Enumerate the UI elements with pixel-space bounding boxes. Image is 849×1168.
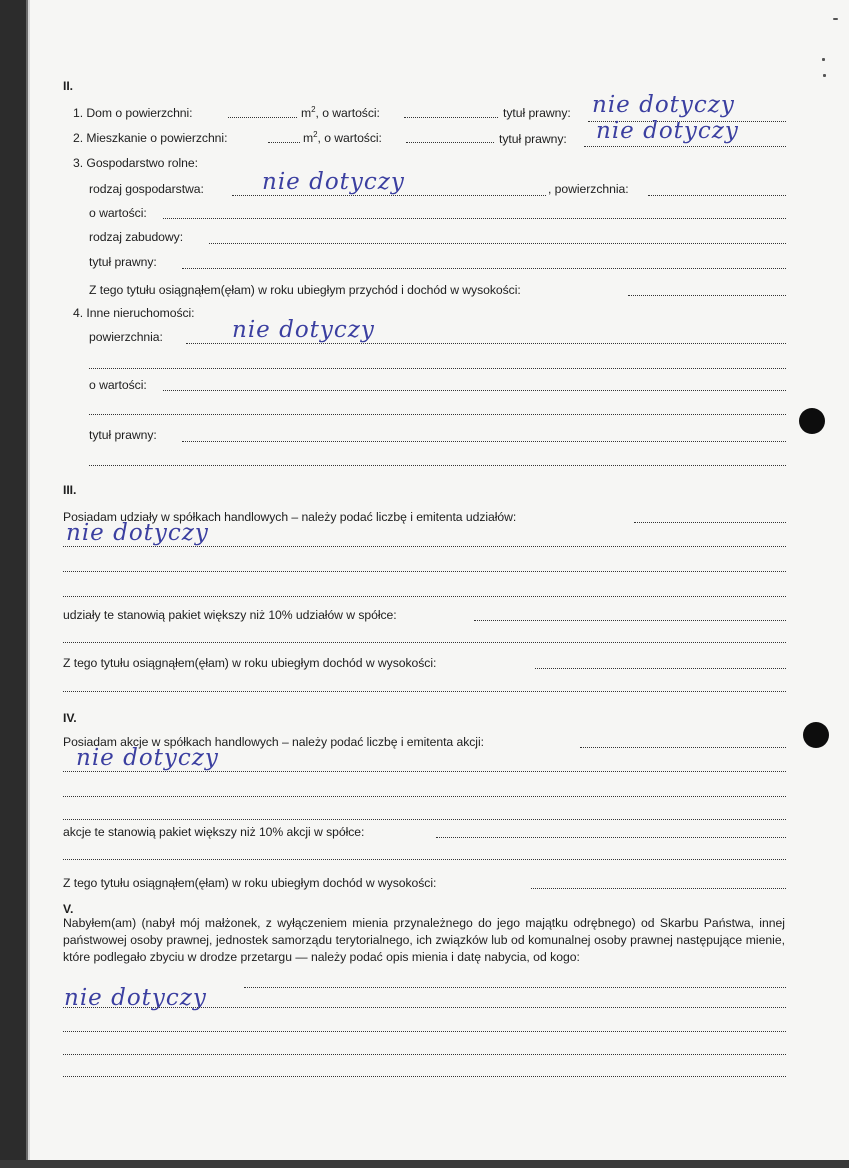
- item4-area-dots-2: [89, 368, 786, 369]
- item1-handwritten: nie dotyczy: [592, 92, 735, 118]
- stocks-package-dots-2: [63, 859, 786, 860]
- item2-handwritten: nie dotyczy: [596, 118, 739, 144]
- scan-mark: [823, 74, 826, 77]
- stocks-package-dots: [436, 837, 786, 838]
- item3-title-label: tytuł prawny:: [89, 255, 157, 269]
- item3-type-dots: [232, 195, 546, 196]
- shares-income-dots: [535, 668, 786, 669]
- item4-title-dots-2: [89, 465, 786, 466]
- item3-type-handwritten: nie dotyczy: [262, 169, 405, 195]
- item4-area-handwritten: nie dotyczy: [232, 317, 375, 343]
- shares-package-dots: [474, 620, 786, 621]
- stocks-dots-3: [63, 796, 786, 797]
- item3-area-dots: [648, 195, 786, 196]
- section-v-paragraph: Nabyłem(am) (nabył mój małżonek, z wyłączeniem mienia przynależnego do jego majątku odrębnego) od Skarbu Państwa, innej państwowej osoby prawnej, jednostek samorządu terytorialnego, ich związków lub od komunalnej osoby prawnej następujące mienie, które podlegało zbyciu w drodze przetargu — należy podać opis mienia i datę nabycia, od kogo:: [63, 916, 785, 964]
- item3-type-label: rodzaj gospodarstwa:: [89, 182, 204, 196]
- acquisition-dots-2: [63, 1007, 786, 1008]
- item2-unit: $m^2$, o wartości:: [303, 130, 382, 145]
- item2-area-dots: [268, 142, 300, 143]
- shares-label: Posiadam udziały w spółkach handlowych – należy podać liczbę i emitenta udziałów:: [63, 510, 517, 524]
- stocks-dots-4: [63, 819, 786, 820]
- item2-title-dots: [584, 146, 786, 147]
- punch-hole-bottom: [803, 722, 829, 748]
- shares-package-dots-2: [63, 642, 786, 643]
- item4-value-dots: [163, 390, 786, 391]
- item4-value-dots-2: [89, 414, 786, 415]
- shares-income-dots-2: [63, 691, 786, 692]
- shares-dots-2: [63, 546, 786, 547]
- acquisition-dots: [244, 987, 786, 988]
- stocks-dots-2: [63, 771, 786, 772]
- shares-package-label: udziały te stanowią pakiet większy niż 10% udziałów w spółce:: [63, 608, 397, 622]
- item1-area-dots: [228, 117, 297, 118]
- item3-building-dots: [209, 243, 786, 244]
- item4-title-dots: [182, 441, 786, 442]
- acquisition-handwritten: nie dotyczy: [64, 985, 207, 1011]
- acquisition-dots-4: [63, 1054, 786, 1055]
- item2-title-label: tytuł prawny:: [499, 132, 567, 146]
- item4-area-dots: [186, 343, 786, 344]
- scan-left-edge: [0, 0, 30, 1168]
- section-iv-heading: IV.: [63, 711, 77, 725]
- item1-value-dots: [404, 117, 498, 118]
- scan-mark: [833, 18, 838, 20]
- item3-area-label: , powierzchnia:: [548, 182, 629, 196]
- shares-dots-3: [63, 571, 786, 572]
- item1-title-label: tytuł prawny:: [503, 106, 571, 120]
- item4-area-label: powierzchnia:: [89, 330, 163, 344]
- punch-hole-top: [799, 408, 825, 434]
- stocks-label: Posiadam akcje w spółkach handlowych – należy podać liczbę i emitenta akcji:: [63, 735, 484, 749]
- shares-dots-4: [63, 596, 786, 597]
- stocks-package-label: akcje te stanowią pakiet większy niż 10% akcji w spółce:: [63, 825, 365, 839]
- item1-label: 1. Dom o powierzchni:: [73, 106, 193, 120]
- shares-income-label: Z tego tytułu osiągnąłem(ęłam) w roku ubiegłym dochód w wysokości:: [63, 656, 437, 670]
- stocks-handwritten: nie dotyczy: [76, 745, 219, 771]
- stocks-dots: [580, 747, 786, 748]
- item3-income-dots: [628, 295, 786, 296]
- stocks-income-dots: [531, 888, 786, 889]
- acquisition-dots-3: [63, 1031, 786, 1032]
- item3-value-label: o wartości:: [89, 206, 147, 220]
- scan-mark: [822, 58, 825, 61]
- item4-label: 4. Inne nieruchomości:: [73, 306, 195, 320]
- item3-label: 3. Gospodarstwo rolne:: [73, 156, 198, 170]
- item3-title-dots: [182, 268, 786, 269]
- shares-handwritten: nie dotyczy: [66, 520, 209, 546]
- item4-title-label: tytuł prawny:: [89, 428, 157, 442]
- shares-dots: [634, 522, 786, 523]
- section-iii-heading: III.: [63, 483, 77, 497]
- item3-value-dots: [163, 218, 786, 219]
- item1-unit: $m^2$, o wartości:: [301, 105, 380, 120]
- scan-bottom-edge: [0, 1160, 849, 1168]
- section-v-heading: V.: [63, 902, 74, 916]
- acquisition-dots-5: [63, 1076, 786, 1077]
- item2-value-dots: [406, 142, 494, 143]
- section-ii-heading: II.: [63, 79, 74, 93]
- item2-label: 2. Mieszkanie o powierzchni:: [73, 131, 228, 145]
- item3-income-label: Z tego tytułu osiągnąłem(ęłam) w roku ubiegłym przychód i dochód w wysokości:: [89, 283, 521, 297]
- item4-value-label: o wartości:: [89, 378, 147, 392]
- item3-building-label: rodzaj zabudowy:: [89, 230, 184, 244]
- stocks-income-label: Z tego tytułu osiągnąłem(ęłam) w roku ubiegłym dochód w wysokości:: [63, 876, 437, 890]
